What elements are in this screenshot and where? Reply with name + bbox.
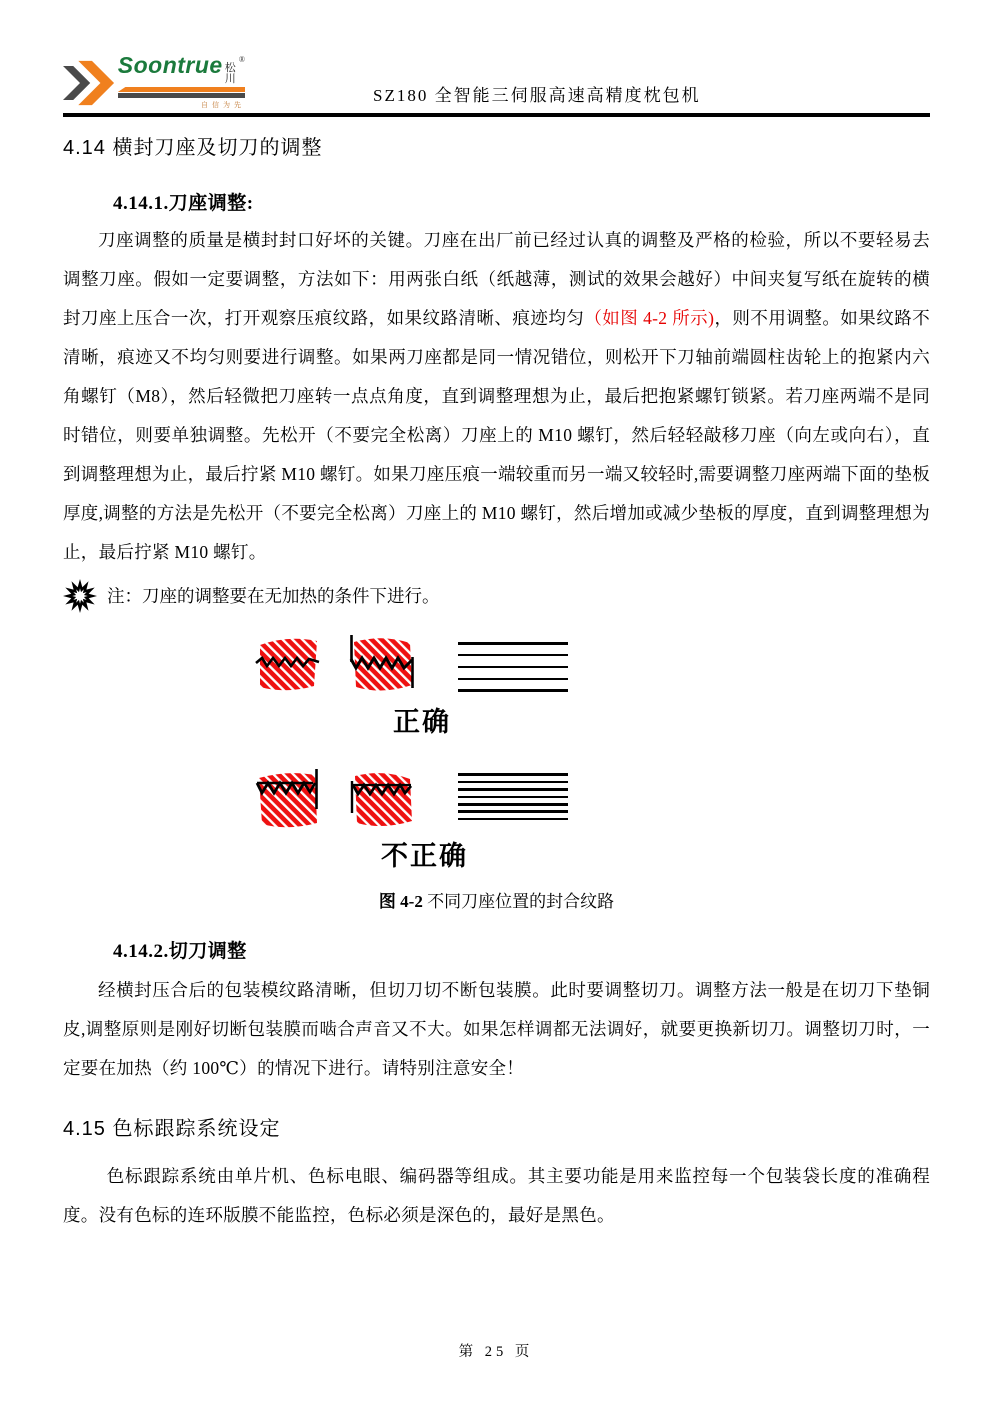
seal-line: [458, 810, 568, 813]
figure-caption-text: 不同刀座位置的封合纹路: [422, 891, 615, 911]
seal-line: [458, 678, 568, 681]
seal-line: [458, 803, 568, 806]
section-4-14-2-heading: 4.14.2.切刀调整: [113, 940, 247, 962]
section-4-15-heading: 4.15 色标跟踪系统设定: [63, 1117, 281, 1140]
document-title: SZ180 全智能三伺服高速高精度枕包机: [373, 86, 701, 105]
seal-line: [458, 666, 568, 669]
blade-graphic-incorrect-left: [255, 766, 321, 832]
seal-line: [458, 689, 568, 692]
blade-graphic-incorrect-right: [349, 766, 415, 832]
paragraph-text: 刀座调整的质量是横封封口好坏的关键。刀座在出厂前已经过认真的调整及严格的检验，所以不要轻易去调整刀座。假如一定要调整，方法如下：用两张白纸（纸越薄，测试的效果会越好）中间夹复写纸在旋转的横封刀座上压合一次，打开观察压痕纹路，如果纹路清晰、痕迹均匀: [63, 230, 930, 328]
brand-stripe-orange: [118, 87, 245, 92]
brand-stripe-gray: [118, 93, 245, 98]
brand-lockup: [118, 54, 245, 110]
brand-tagline: 自信为先: [201, 102, 245, 109]
note-row: [63, 576, 930, 616]
registered-mark: ®: [238, 55, 245, 64]
seal-line: [458, 654, 568, 657]
figure-4-2: [63, 632, 930, 912]
seal-line: [458, 642, 568, 645]
note-burst-icon: [63, 577, 97, 615]
figure-reference-red-text: （如图 4-2 所示): [584, 308, 715, 328]
section-4-14-1-heading: 4.14.1.刀座调整:: [113, 193, 254, 214]
figure-incorrect-row: [255, 766, 930, 832]
seal-line: [458, 781, 568, 784]
seal-line: [458, 818, 568, 821]
seal-lines-incorrect: [458, 773, 568, 820]
soontrue-logo: [63, 54, 245, 112]
figure-correct-row: [255, 632, 930, 696]
paragraph-color-mark-system: 色标跟踪系统由单片机、色标电眼、编码器等组成。其主要功能是用来监控每一个包装袋长度的准确程度。没有色标的连环版膜不能监控，色标必须是深色的，最好是黑色。: [63, 1165, 930, 1225]
label-correct: 正确: [393, 707, 451, 737]
page-number: 第 25 页: [458, 1344, 534, 1360]
label-incorrect: 不正确: [381, 841, 468, 872]
paragraph-blade-seat-adjustment: [63, 221, 930, 572]
brand-chevrons-icon: [63, 54, 116, 112]
seal-line: [458, 796, 568, 799]
paragraph-cutter-adjustment: 经横封压合后的包装模纹路清晰，但切刀切不断包装膜。此时要调整切刀。调整方法一般是在切刀下垫铜皮,调整原则是刚好切断包装膜而啮合声音又不大。如果怎样调都无法调好，就要更换新切刀。调整切刀时，一定要在加热（约 100℃）的情况下进行。请特别注意安全！: [63, 979, 930, 1078]
blade-graphic-correct-left: [255, 632, 321, 696]
note-text: 注：刀座的调整要在无加热的条件下进行。: [107, 586, 440, 606]
seal-line: [458, 788, 568, 791]
section-4-14-heading: 4.14 横封刀座及切刀的调整: [63, 137, 323, 159]
seal-line: [458, 773, 568, 776]
page-header: [63, 0, 930, 112]
seal-lines-correct: [458, 642, 568, 692]
figure-caption-number: 图 4-2: [378, 891, 423, 911]
header-divider: [63, 113, 930, 117]
figure-caption: [63, 887, 930, 912]
brand-name: Soontrue: [117, 52, 223, 78]
paragraph-text: ，则不用调整。如果纹路不清晰，痕迹又不均匀则要进行调整。如果两刀座都是同一情况错位，则松开下刀轴前端圆柱齿轮上的抱紧内六角螺钉（M8），然后轻微把刀座转一点点角度，直到调整理想为止，最后把抱紧螺钉锁紧。若刀座两端不是同时错位，则要单独调整。先松开（不要完全松离）刀座上的 M10 螺钉，然后轻轻敲移刀座（向左或向右），直到调整理想为止，最后拧紧 M10 螺钉。如果刀座压痕一端较重而另一端又较轻时,需要调整刀座两端下面的垫板厚度,调整的方法是先松开（不要完全松离）刀座上的 M10 螺钉，然后增加或减少垫板的厚度，直到调整理想为止，最后拧紧 M10 螺钉。: [63, 308, 930, 562]
blade-graphic-correct-right: [349, 632, 415, 696]
brand-name-chinese: 松川: [224, 62, 236, 85]
